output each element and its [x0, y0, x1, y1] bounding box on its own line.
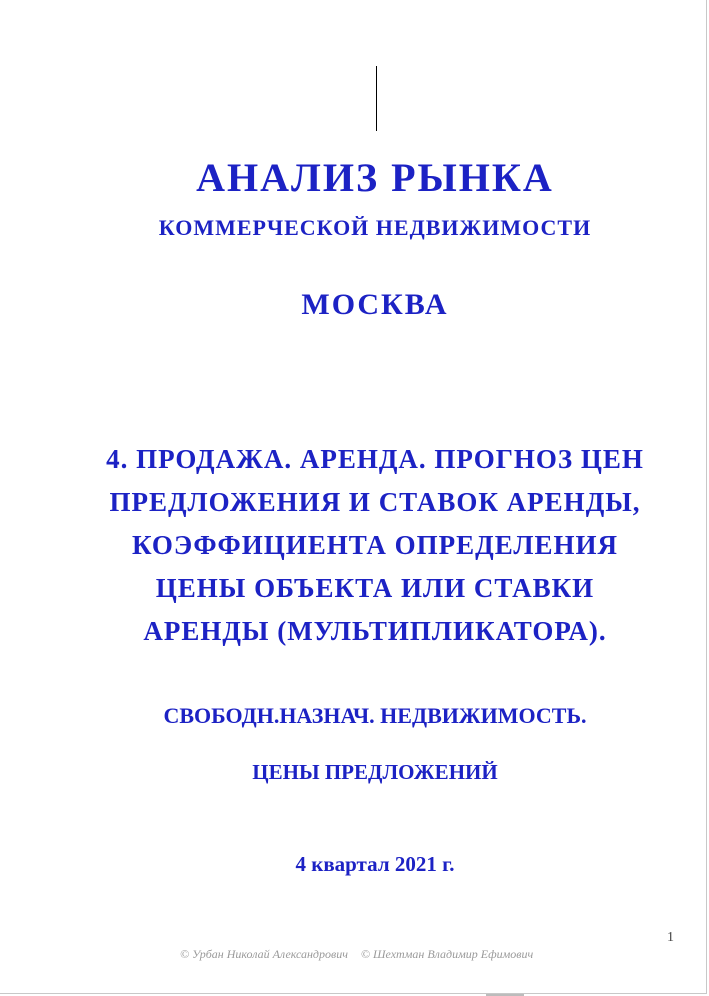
section-heading-line: 4. ПРОДАЖА. АРЕНДА. ПРОГНОЗ ЦЕН	[106, 444, 644, 474]
section-heading-line: ПРЕДЛОЖЕНИЯ И СТАВОК АРЕНДЫ,	[109, 487, 641, 517]
copyright-footer	[180, 947, 533, 962]
section-heading	[70, 438, 680, 653]
prices-heading: ЦЕНЫ ПРЕДЛОЖЕНИЙ	[252, 760, 498, 784]
text-cursor	[376, 66, 377, 131]
period-label: 4 квартал 2021 г.	[295, 852, 455, 876]
document-title: АНАЛИЗ РЫНКА	[196, 155, 554, 200]
document-subtitle: КОММЕРЧЕСКОЙ НЕДВИЖИМОСТИ	[158, 215, 592, 240]
page-number: 1	[667, 930, 674, 945]
section-heading-line: КОЭФФИЦИЕНТА ОПРЕДЕЛЕНИЯ	[131, 530, 619, 560]
footer-author: © Урбан Николай Александрович	[180, 947, 348, 961]
footer-author: © Шехтман Владимир Ефимович	[360, 947, 534, 961]
section-heading-line: ЦЕНЫ ОБЪЕКТА ИЛИ СТАВКИ	[155, 573, 595, 603]
section-heading-line: АРЕНДЫ (МУЛЬТИПЛИКАТОРА).	[143, 616, 607, 646]
subsection-heading: СВОБОДН.НАЗНАЧ. НЕДВИЖИМОСТЬ.	[163, 703, 587, 728]
city-heading: МОСКВА	[301, 288, 449, 321]
